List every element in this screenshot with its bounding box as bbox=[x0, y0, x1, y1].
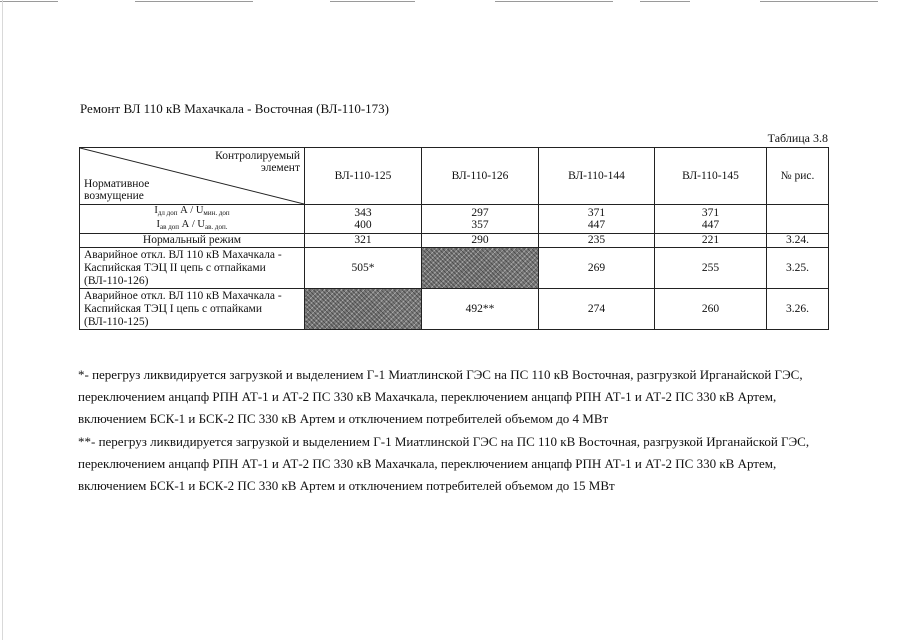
row-value: 221 bbox=[655, 234, 767, 248]
limit-values: 371 447 bbox=[655, 205, 767, 234]
table-row bbox=[80, 289, 829, 330]
redacted-cell bbox=[422, 248, 539, 289]
row-value: 505* bbox=[305, 248, 422, 289]
scan-edge-marks bbox=[0, 0, 905, 4]
column-header-fig: № рис. bbox=[767, 148, 829, 205]
scan-left-edge bbox=[2, 0, 3, 640]
document-title: Ремонт ВЛ 110 кВ Махачкала - Восточная (ВЛ-110-173) bbox=[80, 101, 389, 116]
row-value: 269 bbox=[539, 248, 655, 289]
limit-fig-empty bbox=[767, 205, 829, 234]
column-header: ВЛ-110-126 bbox=[422, 148, 539, 205]
row-label: Нормальный режим bbox=[80, 234, 305, 248]
row-value: 321 bbox=[305, 234, 422, 248]
limits-label: $I_{дл доп}$ А / $U_{мин. доп}$ $I_{ав доп}$ А / $U_{ав. доп.}$ bbox=[80, 205, 305, 234]
limits-row bbox=[80, 205, 829, 234]
row-value: 274 bbox=[539, 289, 655, 330]
footnote-double-asterisk: **- перегруз ликвидируется загрузкой и выделением Г-1 Миатлинской ГЭС на ПС 110 кВ Восточная, разгрузкой Ирганайской ГЭС, переключением анцапф РПН АТ-1 и АТ-2 ПС 330 кВ Махачкала, переключением анцапф РПН АТ-1 и АТ-2 ПС 330 кВ Артем, включением БСК-1 и БСК-2 ПС 330 кВ Артем и отключением потребителей объемом до 15 МВт bbox=[78, 434, 810, 493]
row-value: 492** bbox=[422, 289, 539, 330]
table-row bbox=[80, 248, 829, 289]
row-label: Аварийное откл. ВЛ 110 кВ Махачкала - Каспийская ТЭЦ II цепь с отпайками (ВЛ-110-126) bbox=[80, 248, 305, 289]
row-value: 235 bbox=[539, 234, 655, 248]
row-value: 290 bbox=[422, 234, 539, 248]
table-header-row bbox=[80, 148, 829, 205]
limit-values: 343 400 bbox=[305, 205, 422, 234]
footnote-single-asterisk: *- перегруз ликвидируется загрузкой и выделением Г-1 Миатлинской ГЭС на ПС 110 кВ Восточная, разгрузкой Ирганайской ГЭС, переключением анцапф РПН АТ-1 и АТ-2 ПС 330 кВ Махачкала, переключением анцапф РПН АТ-1 и АТ-2 ПС 330 кВ Артем, включением БСК-1 и БСК-2 ПС 330 кВ Артем и отключением потребителей объемом до 4 МВт bbox=[78, 367, 803, 426]
column-header: ВЛ-110-125 bbox=[305, 148, 422, 205]
row-fig: 3.25. bbox=[767, 248, 829, 289]
results-table bbox=[79, 147, 829, 330]
row-value: 260 bbox=[655, 289, 767, 330]
header-diagonal-cell bbox=[80, 148, 305, 205]
row-value: 255 bbox=[655, 248, 767, 289]
column-header: ВЛ-110-145 bbox=[655, 148, 767, 205]
limit-values: 371 447 bbox=[539, 205, 655, 234]
row-label: Аварийное откл. ВЛ 110 кВ Махачкала - Каспийская ТЭЦ I цепь с отпайками (ВЛ-110-125) bbox=[80, 289, 305, 330]
controlled-element-label: Контролируемый элемент bbox=[215, 150, 300, 174]
table-caption: Таблица 3.8 bbox=[767, 131, 828, 145]
normative-disturbance-label: Нормативное возмущение bbox=[84, 178, 150, 202]
table-row bbox=[80, 234, 829, 248]
limit-values: 297 357 bbox=[422, 205, 539, 234]
redacted-cell bbox=[305, 289, 422, 330]
row-fig: 3.24. bbox=[767, 234, 829, 248]
column-header: ВЛ-110-144 bbox=[539, 148, 655, 205]
row-fig: 3.26. bbox=[767, 289, 829, 330]
